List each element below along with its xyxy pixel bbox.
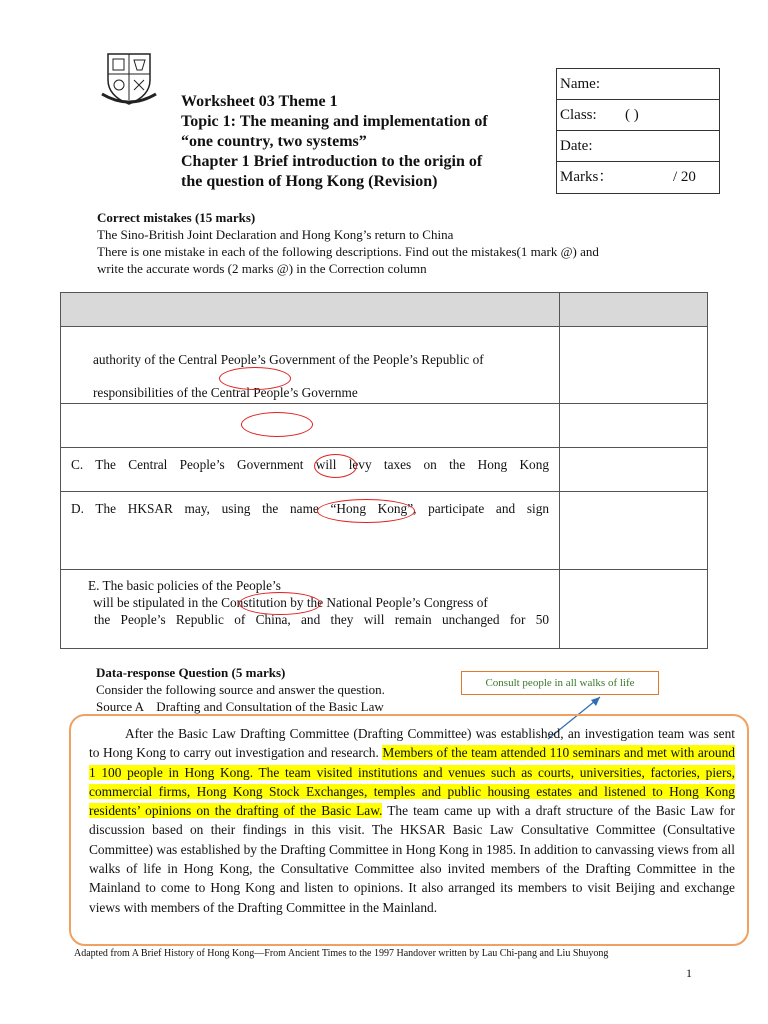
table-row [61, 448, 708, 492]
source-text-part1: After the Basic Law Drafting Committee (Drafting Committee) was established, an investigation team was sent to Hong Kong to carry out investigation and research. [89, 726, 735, 761]
table-row [61, 327, 708, 404]
source-citation: Adapted from A Brief History of Hong Kong—From Ancient Times to the 1997 Handover written by Lau Chi-pang and Liu Shuyong [74, 948, 609, 959]
student-info-box [556, 68, 720, 194]
statement-line: D. The HKSAR may, using the name “Hong Kong”, participate and sign [71, 501, 549, 516]
annotation-circle [239, 592, 321, 615]
class-field[interactable] [557, 100, 719, 131]
correction-cell[interactable] [560, 327, 708, 404]
marks-field[interactable] [557, 162, 719, 193]
header-statement-cell [61, 293, 560, 327]
statement-cell [61, 570, 560, 649]
source-text-part2: The team came up with a draft structure of the Basic Law for discussion based on their findings in this visit. The HKSAR Basic Law Consultative Committee (Consultative Committee) was established by the Drafting Committee in Hong Kong in 1985. In addition to canvassing views from all walks of life in Hong Kong, the Consultative Committee also invited members of the Drafting Committee in the Mainland to come to Hong Kong and listen to opinions. It also arranged its members to visit Beijing and exchange views with members of the Drafting Committee in the Mainland. [89, 803, 735, 915]
marks-total: / 20 [673, 169, 696, 185]
title-line-3: “one country, two systems” [181, 133, 367, 150]
annotation-circle [314, 454, 357, 478]
class-label: Class: [560, 107, 597, 123]
correction-table [60, 292, 708, 649]
date-label: Date: [560, 138, 593, 154]
source-label: Source A Drafting and Consultation of the Basic Law [96, 699, 384, 714]
page-number: 1 [686, 966, 692, 980]
correction-cell[interactable] [560, 404, 708, 448]
table-header-row [61, 293, 708, 327]
table-row [61, 570, 708, 649]
annotation-circle [219, 367, 291, 390]
section-data-response [96, 664, 385, 715]
header-correction-cell [560, 293, 708, 327]
correction-cell[interactable] [560, 492, 708, 570]
annotation-circle [317, 499, 415, 523]
school-crest-icon [98, 50, 160, 108]
statement-line: C. The Central People’s Government will levy taxes on the Hong Kong [71, 457, 549, 472]
margin-note-callout: Consult people in all walks of life [461, 671, 659, 695]
section1-instructions-1: There is one mistake in each of the following descriptions. Find out the mistakes(1 mark @) and [97, 244, 599, 259]
statement-line: authority of the Central People’s Government of the People’s Republic of [93, 352, 484, 367]
name-label: Name: [560, 76, 600, 92]
worksheet-title [181, 92, 488, 192]
table-row [61, 404, 708, 448]
annotation-circle [241, 412, 313, 437]
statement-line: will be stipulated in the Constitution by the National People’s Congress of [93, 595, 488, 610]
date-field[interactable] [557, 131, 719, 162]
statement-cell [61, 404, 560, 448]
correction-cell[interactable] [560, 448, 708, 492]
title-line-2: Topic 1: The meaning and implementation of [181, 113, 488, 130]
source-text-highlighted: Members of the team attended 110 seminars and met with around 1 100 people in Hong Kong. The team visited institutions and venues such as courts, universities, factories, piers, commercial firms, Hong Kong Stock Exchanges, temples and public housing estates and listened to Hong Kong residents’ opinions on the drafting of the Basic Law. [89, 745, 735, 819]
statement-line: E. The basic policies of the People’s [88, 578, 281, 593]
statement-cell [61, 492, 560, 570]
section2-heading: Data-response Question (5 marks) [96, 665, 286, 680]
correction-cell[interactable] [560, 570, 708, 649]
section-correct-mistakes-intro [97, 209, 717, 277]
title-line-1: Worksheet 03 Theme 1 [181, 93, 338, 110]
statement-line: responsibilities of the Central People’s Governme [93, 385, 358, 400]
title-line-4: Chapter 1 Brief introduction to the origin of [181, 153, 483, 170]
section1-instructions-2: write the accurate words (2 marks @) in the Correction column [97, 261, 427, 276]
title-line-5: the question of Hong Kong (Revision) [181, 173, 438, 190]
statement-line: the People’s Republic of China, and they will remain unchanged for 50 [94, 612, 549, 627]
section1-subheading: The Sino-British Joint Declaration and Hong Kong’s return to China [97, 227, 454, 242]
statement-cell [61, 448, 560, 492]
section2-instruction: Consider the following source and answer the question. [96, 682, 385, 697]
marks-label: Marks： [560, 169, 614, 185]
section1-heading: Correct mistakes (15 marks) [97, 210, 256, 225]
source-a-box [69, 714, 749, 946]
class-number-paren: ( ) [625, 107, 639, 123]
table-row [61, 492, 708, 570]
source-a-text [89, 724, 735, 917]
statement-cell [61, 327, 560, 404]
name-field[interactable] [557, 69, 719, 100]
